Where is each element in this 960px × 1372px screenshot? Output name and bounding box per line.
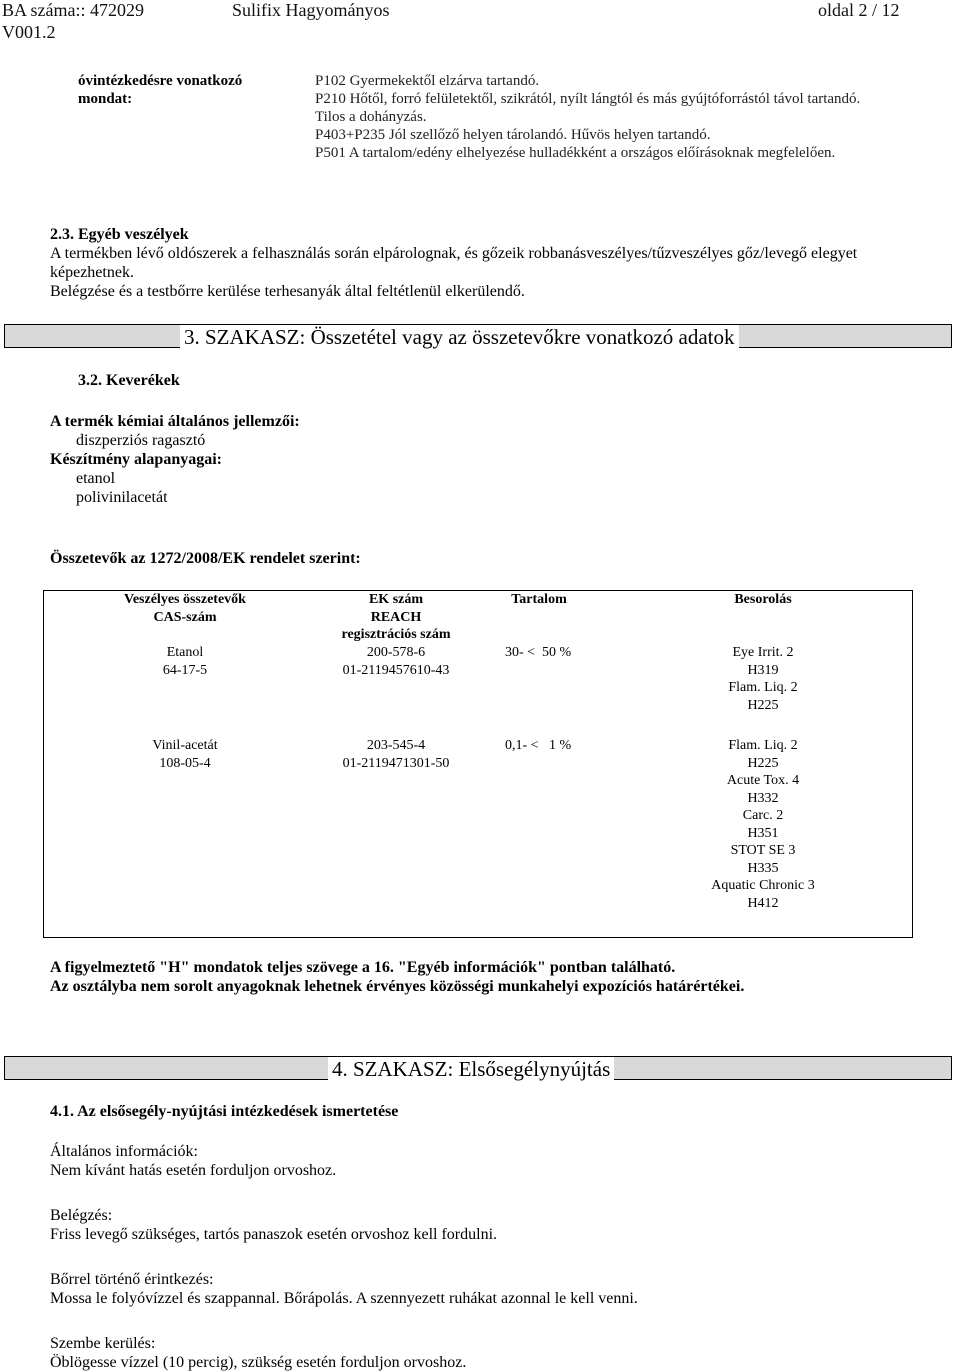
- classification-item: Carc. 2: [742, 808, 784, 823]
- base-item: polivinilacetát: [76, 489, 168, 506]
- precaution-line: P210 Hőtől, forró felületektől, szikrától, nyílt lángtól és más gyújtóforrástól távol tartandó.: [315, 91, 861, 107]
- other-hazards-title: 2.3. Egyéb veszélyek: [50, 226, 189, 243]
- first-aid-label: Szembe kerülés:: [50, 1335, 156, 1352]
- ek-number: 203-545-4: [366, 738, 426, 753]
- classification-cell: [703, 644, 823, 714]
- header-text: CAS-szám: [153, 609, 217, 625]
- h-statements-note: A figyelmeztető "H" mondatok teljes szövege a 16. "Egyéb információk" pontban található.: [50, 959, 676, 976]
- classification-item: H335: [747, 860, 779, 876]
- classification-item: H412: [747, 895, 779, 911]
- content-cell: 0,1- < 1 %: [505, 738, 572, 753]
- header-text: EK szám: [368, 592, 424, 607]
- classification-item: STOT SE 3: [730, 843, 796, 858]
- precaution-label: [78, 72, 242, 108]
- precaution-line: P102 Gyermekektől elzárva tartandó.: [315, 73, 540, 89]
- general-label: A termék kémiai általános jellemzői:: [50, 413, 300, 430]
- general-value: diszperziós ragasztó: [76, 432, 206, 449]
- first-aid-label: Bőrrel történő érintkezés:: [50, 1271, 214, 1288]
- cas-number: 108-05-4: [159, 755, 211, 771]
- component-name: Etanol: [166, 645, 204, 660]
- first-aid-general: [50, 1142, 336, 1180]
- table-row: [115, 737, 255, 772]
- classification-item: Eye Irrit. 2: [732, 645, 794, 660]
- section3-title: 3. SZAKASZ: Összetétel vagy az összetevőkre vonatkozó adatok: [180, 325, 739, 350]
- table-header-component: [115, 591, 255, 626]
- header-text: regisztrációs szám: [341, 627, 451, 642]
- classification-cell: [693, 737, 833, 912]
- table-header-ek: [326, 591, 466, 644]
- version: V001.2: [2, 22, 56, 42]
- reach-number: 01-2119457610-43: [342, 662, 450, 678]
- page-number: oldal 2 / 12: [818, 0, 900, 20]
- classification-item: Aquatic Chronic 3: [711, 878, 815, 893]
- exposure-limits-note: Az osztályba nem sorolt anyagoknak lehetnek érvényes közösségi munkahelyi expozíciós határértékei.: [50, 978, 745, 995]
- table-header-content: Tartalom: [511, 592, 567, 607]
- section4-title: 4. SZAKASZ: Elsősegélynyújtás: [328, 1057, 614, 1082]
- precaution-line: Tilos a dohányzás.: [315, 109, 427, 125]
- chemical-characterization: [50, 412, 300, 507]
- reach-number: 01-2119471301-50: [342, 755, 450, 771]
- first-aid-inhalation: [50, 1206, 497, 1244]
- other-hazards-line: képezhetnek.: [50, 264, 134, 281]
- precaution-label-line1: óvintézkedésre vonatkozó: [78, 73, 243, 89]
- first-aid-text: Mossa le folyóvízzel és szappannal. Bőrápolás. A szennyezett ruhákat azonnal le kell venni.: [50, 1290, 638, 1307]
- first-aid-text: Öblögesse vízzel (10 percig), szükség esetén forduljon orvoshoz.: [50, 1354, 467, 1371]
- other-hazards-line: A termékben lévő oldószerek a felhasználás során elpárolognak, és gőzeik robbanásveszélyes/tűzveszélyes gőz/levegő elegyet: [50, 245, 858, 262]
- ek-number: 200-578-6: [366, 645, 426, 660]
- content-cell: 30- < 50 %: [505, 645, 572, 660]
- ek-cell: [326, 644, 466, 679]
- precaution-label-line2: mondat:: [78, 91, 133, 107]
- document-number: BA száma:: 472029: [2, 0, 144, 20]
- component-name: Vinil-acetát: [152, 738, 218, 753]
- precaution-statements: [315, 72, 860, 162]
- first-aid-text: Nem kívánt hatás esetén forduljon orvoshoz.: [50, 1162, 337, 1179]
- company-name: Sulifix Hagyományos: [232, 0, 390, 20]
- components-table-title: Összetevők az 1272/2008/EK rendelet szerint:: [50, 550, 361, 567]
- classification-item: Acute Tox. 4: [726, 773, 800, 788]
- classification-item: Flam. Liq. 2: [728, 738, 798, 753]
- classification-item: H225: [747, 755, 779, 771]
- classification-item: H225: [747, 697, 779, 713]
- classification-item: Flam. Liq. 2: [728, 680, 798, 695]
- first-aid-label: Általános információk:: [50, 1143, 198, 1160]
- table-row: [115, 644, 255, 679]
- first-aid-eyes: [50, 1334, 466, 1372]
- first-aid-label: Belégzés:: [50, 1207, 113, 1224]
- classification-item: H332: [747, 790, 779, 806]
- header-text: REACH: [370, 609, 422, 625]
- header-text: Veszélyes összetevők: [124, 592, 246, 607]
- cas-number: 64-17-5: [162, 662, 208, 678]
- ek-cell: [326, 737, 466, 772]
- base-label: Készítmény alapanyagai:: [50, 451, 222, 468]
- mixtures-title: 3.2. Keverékek: [78, 372, 180, 389]
- classification-item: H351: [747, 825, 779, 841]
- other-hazards-text: [50, 244, 857, 301]
- first-aid-skin: [50, 1270, 638, 1308]
- first-aid-text: Friss levegő szükséges, tartós panaszok esetén orvoshoz kell fordulni.: [50, 1226, 498, 1243]
- table-header-classification: Besorolás: [734, 592, 792, 607]
- first-aid-subtitle: 4.1. Az elsősegély-nyújtási intézkedések ismertetése: [50, 1103, 399, 1120]
- other-hazards-line: Belégzése és a testbőrre kerülése terhesanyák által feltétlenül elkerülendő.: [50, 283, 525, 300]
- classification-item: H319: [747, 662, 779, 678]
- precaution-line: P501 A tartalom/edény elhelyezése hulladékként a országos előírásoknak megfelelően.: [315, 145, 836, 161]
- base-item: etanol: [76, 470, 116, 487]
- precaution-line: P403+P235 Jól szellőző helyen tárolandó. Hűvös helyen tartandó.: [315, 127, 711, 143]
